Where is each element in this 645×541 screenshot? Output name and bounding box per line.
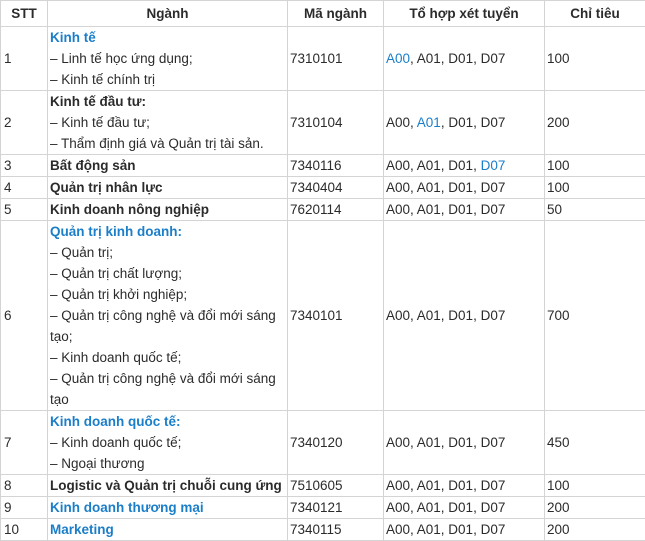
table-body — [1, 27, 645, 541]
major-cell — [48, 199, 288, 221]
specialization-item: – Thẩm định giá và Quản trị tài sản. — [50, 133, 285, 154]
specialization-item: – Kinh doanh quốc tế; — [50, 432, 285, 453]
table-row — [1, 91, 645, 155]
combination-cell — [384, 221, 545, 411]
major-cell — [48, 411, 288, 475]
major-code: 7340116 — [288, 155, 384, 177]
quota: 450 — [545, 411, 645, 475]
combination-text: A00, A01, D01, D07 — [386, 180, 505, 195]
major-code: 7340115 — [288, 519, 384, 541]
quota: 100 — [545, 177, 645, 199]
quota: 100 — [545, 475, 645, 497]
quota: 200 — [545, 91, 645, 155]
specialization-item: – Ngoại thương — [50, 453, 285, 474]
specialization-item: – Quản trị chất lượng; — [50, 263, 285, 284]
quota: 200 — [545, 497, 645, 519]
major-cell — [48, 27, 288, 91]
major-code: 7510605 — [288, 475, 384, 497]
combination-text: A00, A01, D01, D07 — [386, 435, 505, 450]
major-code: 7340101 — [288, 221, 384, 411]
combination-text: A00, A01, D01, D07 — [386, 308, 505, 323]
specialization-item: tạo; — [50, 326, 285, 347]
major-name: Kinh doanh nông nghiệp — [50, 199, 285, 220]
combination-text: , D01, D07 — [441, 115, 506, 130]
table-row — [1, 199, 645, 221]
table-row — [1, 221, 645, 411]
combination-link[interactable]: A00 — [386, 51, 410, 66]
table-row — [1, 155, 645, 177]
specialization-item: tạo — [50, 389, 285, 410]
table-row — [1, 497, 645, 519]
table-row — [1, 411, 645, 475]
row-number: 4 — [1, 177, 48, 199]
specialization-item: – Quản trị; — [50, 242, 285, 263]
major-cell — [48, 221, 288, 411]
major-code: 7340121 — [288, 497, 384, 519]
specialization-item: – Kinh tế chính trị — [50, 69, 285, 90]
quota: 100 — [545, 155, 645, 177]
combination-text: A00, — [386, 115, 417, 130]
row-number: 1 — [1, 27, 48, 91]
row-number: 5 — [1, 199, 48, 221]
combination-link[interactable]: A01 — [417, 115, 441, 130]
major-link[interactable]: Kinh doanh quốc tế: — [50, 411, 285, 432]
combination-text: A00, A01, D01, — [386, 158, 481, 173]
combination-cell — [384, 91, 545, 155]
combination-cell — [384, 177, 545, 199]
combination-cell — [384, 199, 545, 221]
table-row — [1, 475, 645, 497]
specialization-item: – Kinh tế đầu tư; — [50, 112, 285, 133]
major-cell — [48, 155, 288, 177]
table-header-row — [1, 1, 645, 27]
major-name: Logistic và Quản trị chuỗi cung ứng — [50, 475, 285, 496]
major-cell — [48, 497, 288, 519]
major-code: 7310101 — [288, 27, 384, 91]
major-name: Bất động sản — [50, 155, 285, 176]
major-link[interactable]: Marketing — [50, 519, 285, 540]
header-combination: Tổ hợp xét tuyển — [384, 1, 545, 27]
major-link[interactable]: Kinh doanh thương mại — [50, 497, 285, 518]
row-number: 9 — [1, 497, 48, 519]
quota: 700 — [545, 221, 645, 411]
row-number: 8 — [1, 475, 48, 497]
major-code: 7620114 — [288, 199, 384, 221]
combination-cell — [384, 475, 545, 497]
header-stt: STT — [1, 1, 48, 27]
specialization-item: – Kinh doanh quốc tế; — [50, 347, 285, 368]
combination-cell — [384, 519, 545, 541]
specialization-item: – Linh tế học ứng dụng; — [50, 48, 285, 69]
combination-text: A00, A01, D01, D07 — [386, 500, 505, 515]
major-name: Quản trị nhân lực — [50, 177, 285, 198]
combination-text: A00, A01, D01, D07 — [386, 202, 505, 217]
table-row — [1, 177, 645, 199]
combination-cell — [384, 497, 545, 519]
combination-text: A00, A01, D01, D07 — [386, 522, 505, 537]
major-name: Kinh tế đầu tư: — [50, 91, 285, 112]
major-cell — [48, 177, 288, 199]
combination-text: , A01, D01, D07 — [410, 51, 505, 66]
major-link[interactable]: Kinh tế — [50, 27, 285, 48]
row-number: 6 — [1, 221, 48, 411]
header-major: Ngành — [48, 1, 288, 27]
specialization-item: – Quản trị khởi nghiệp; — [50, 284, 285, 305]
header-quota: Chỉ tiêu — [545, 1, 645, 27]
specialization-item: – Quản trị công nghệ và đổi mới sáng — [50, 305, 285, 326]
combination-text: A00, A01, D01, D07 — [386, 478, 505, 493]
major-code: 7340404 — [288, 177, 384, 199]
combination-link[interactable]: D07 — [481, 158, 506, 173]
major-cell — [48, 91, 288, 155]
quota: 200 — [545, 519, 645, 541]
row-number: 10 — [1, 519, 48, 541]
quota: 50 — [545, 199, 645, 221]
row-number: 7 — [1, 411, 48, 475]
major-code: 7310104 — [288, 91, 384, 155]
row-number: 3 — [1, 155, 48, 177]
major-code: 7340120 — [288, 411, 384, 475]
major-link[interactable]: Quản trị kinh doanh: — [50, 221, 285, 242]
specialization-item: – Quản trị công nghệ và đổi mới sáng — [50, 368, 285, 389]
combination-cell — [384, 27, 545, 91]
combination-cell — [384, 411, 545, 475]
table-row — [1, 27, 645, 91]
major-cell — [48, 475, 288, 497]
major-cell — [48, 519, 288, 541]
table-row — [1, 519, 645, 541]
quota: 100 — [545, 27, 645, 91]
header-code: Mã ngành — [288, 1, 384, 27]
row-number: 2 — [1, 91, 48, 155]
combination-cell — [384, 155, 545, 177]
